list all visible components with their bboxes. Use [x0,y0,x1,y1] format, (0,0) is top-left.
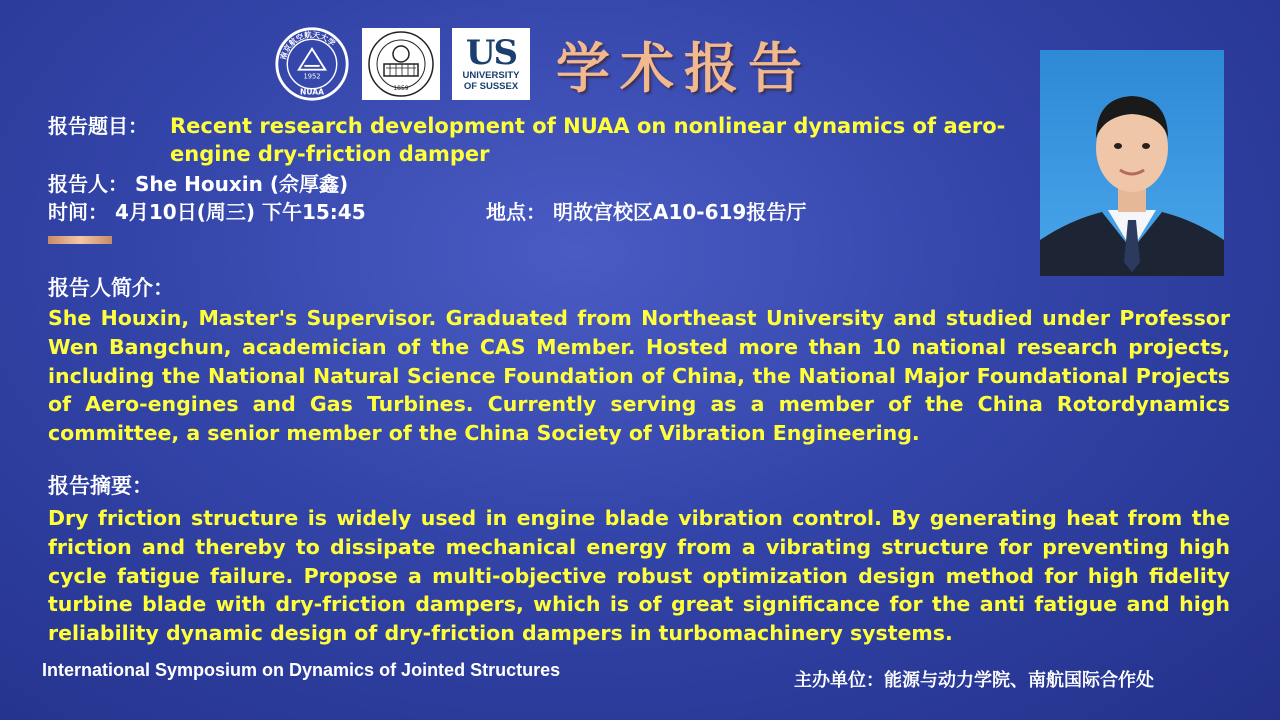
bio-heading: 报告人简介： [48,276,174,300]
sussex-name-line2: OF SUSSEX [463,81,519,92]
university-crest-logo [362,28,440,100]
topic-label: 报告题目： [48,114,148,138]
speaker-value: She Houxin (佘厚鑫) [134,172,349,196]
sussex-logo [452,28,530,100]
speaker-label: 报告人： [48,172,128,196]
accent-divider [48,236,112,244]
place-label: 地点： [486,200,546,224]
sussex-name-line1: UNIVERSITY [462,70,520,81]
time-line [48,198,366,226]
svg-text:南京航空航天大学: 南京航空航天大学 [278,30,337,61]
sussex-mark: US [465,33,517,73]
time-value: 4月10日(周三) 下午15:45 [114,200,366,224]
bio-text: She Houxin, Master's Supervisor. Graduated from Northeast University and studied under Professor Wen Bangchun, academician of the CAS Member. Hosted more than 10 national research projects, including the National Natural Science Foundation of China, the National Major Foundational Projects of Aero-engines and Gas Turbines. Currently serving as a member of the China Rotordynamics committee, a senior member of the China Society of Vibration Engineering. [48,306,1230,446]
nuaa-logo [272,26,352,102]
speaker-photo [1040,50,1224,276]
page-title: 学术报告 [556,37,812,100]
abstract-text: Dry friction structure is widely used in engine blade vibration control. By generating heat from the friction and thereby to dissipate mechanical energy from a vibrating structure for preventing high cycle fatigue failure. Propose a multi-objective robust optimization design method for high fidelity turbine blade with dry-friction dampers, which is of great significance for the anti fatigue and high reliability dynamic design of dry-friction dampers in turbomachinery systems. [48,506,1230,646]
topic-value: Recent research development of NUAA on nonlinear dynamics of aero-engine dry-friction damper [170,114,1006,166]
organizer: 主办单位：能源与动力学院、南航国际合作处 [794,670,1154,691]
place-value: 明故宫校区A10-619报告厅 [552,200,807,224]
symposium-name: International Symposium on Dynamics of Jointed Structures [42,660,561,680]
svg-text:1952: 1952 [303,72,321,81]
speaker-line [48,170,348,198]
svg-text:NUAA: NUAA [299,87,325,97]
time-label: 时间： [48,200,108,224]
svg-text:1859: 1859 [393,85,409,92]
place-line [486,198,806,226]
logo-group [272,24,530,104]
abstract-heading: 报告摘要： [48,474,153,498]
